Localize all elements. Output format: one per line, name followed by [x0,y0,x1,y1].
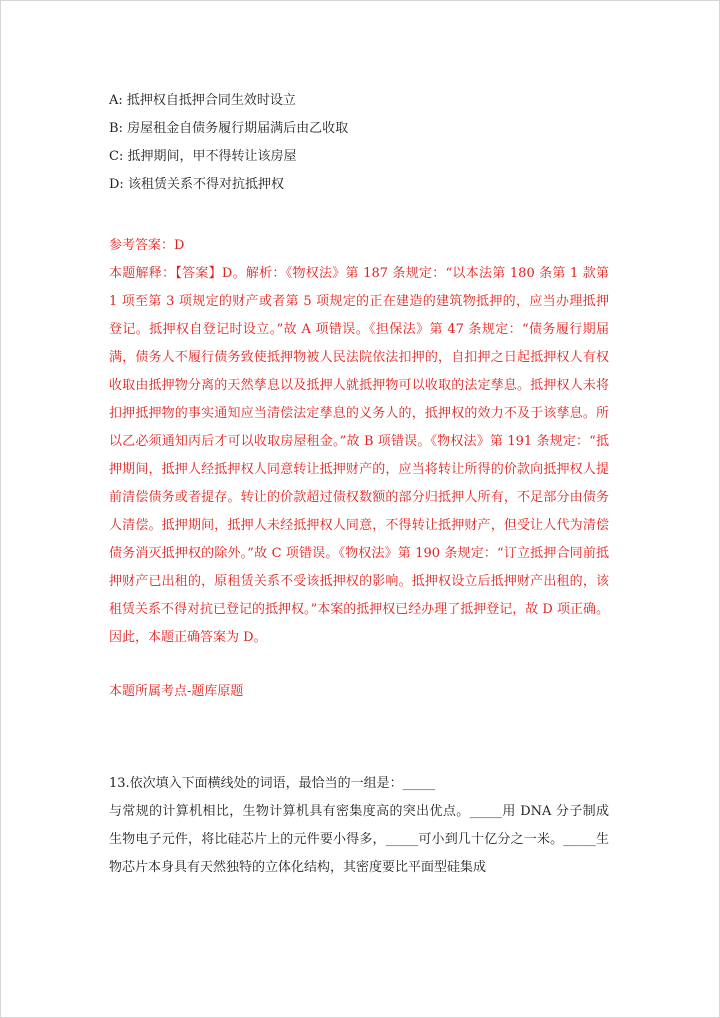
question-prompt: 13.依次填入下面横线处的词语，最恰当的一组是：_____ [109,776,436,791]
option-label: D: [109,177,124,192]
option-b [109,118,609,146]
option-label: A: [109,93,123,108]
option-a [109,90,609,118]
option-c [109,146,609,174]
option-text: 抵押期间，甲不得转让该房屋 [127,149,297,164]
answer-explanation: 本题解释：【答案】D。解析：《物权法》第 187 条规定：“以本法第 180 条第 1 款第 1 项至第 3 项规定的财产或者第 5 项规定的正在建造的建筑物抵押的，应当办理抵押登记。抵押权自登记时设立。”故 A 项错误。《担保法》第 47 条规定：“债务履行期届满，债务人不履行债务致使抵押物被人民法院依法扣押的，自扣押之日起抵押权人有权收取由抵押物分离的天然孳息以及抵押人就抵押物可以收取的法定孳息。抵押权人未将扣押抵押物的事实通知应当清偿法定孳息的义务人的，抵押权的效力不及于该孳息。所以乙必须通知丙后才可以收取房屋租金。”故 B 项错误。《物权法》第 191 条规定：“抵押期间，抵押人经抵押权人同意转让抵押财产的，应当将转让所得的价款向抵押权人提前清偿债务或者提存。转让的价款超过债权数额的部分归抵押人所有，不足部分由债务人清偿。抵押期间，抵押人未经抵押权人同意，不得转让抵押财产，但受让人代为清偿债务消灭抵押权的除外。”故 C 项错误。《物权法》第 190 条规定：“订立抵押合同前抵押财产已出租的，原租赁关系不受该抵押权的影响。抵押权设立后抵押财产出租的，该租赁关系不得对抗已登记的抵押权。”本案的抵押权已经办理了抵押登记，故 D 项正确。因此，本题正确答案为 D。 [109,266,609,645]
option-text: 该租赁关系不得对抗抵押权 [127,177,284,192]
reference-answer: 参考答案：D [109,238,185,253]
option-d [109,174,609,202]
option-label: B: [109,121,123,136]
option-text: 房屋租金自债务履行期届满后由乙收取 [127,121,349,136]
document-content [109,90,609,882]
question-body: 与常规的计算机相比，生物计算机具有密集度高的突出优点。_____用 DNA 分子制成生物电子元件，将比硅芯片上的元件要小得多，_____可小到几十亿分之一米。_____生物芯片本身具有天然独特的立体化结构，其密度要比平面型硅集成 [109,804,609,875]
option-text: 抵押权自抵押合同生效时设立 [126,93,296,108]
question-category: 本题所属考点-题库原题 [109,684,244,699]
option-label: C: [109,149,124,164]
